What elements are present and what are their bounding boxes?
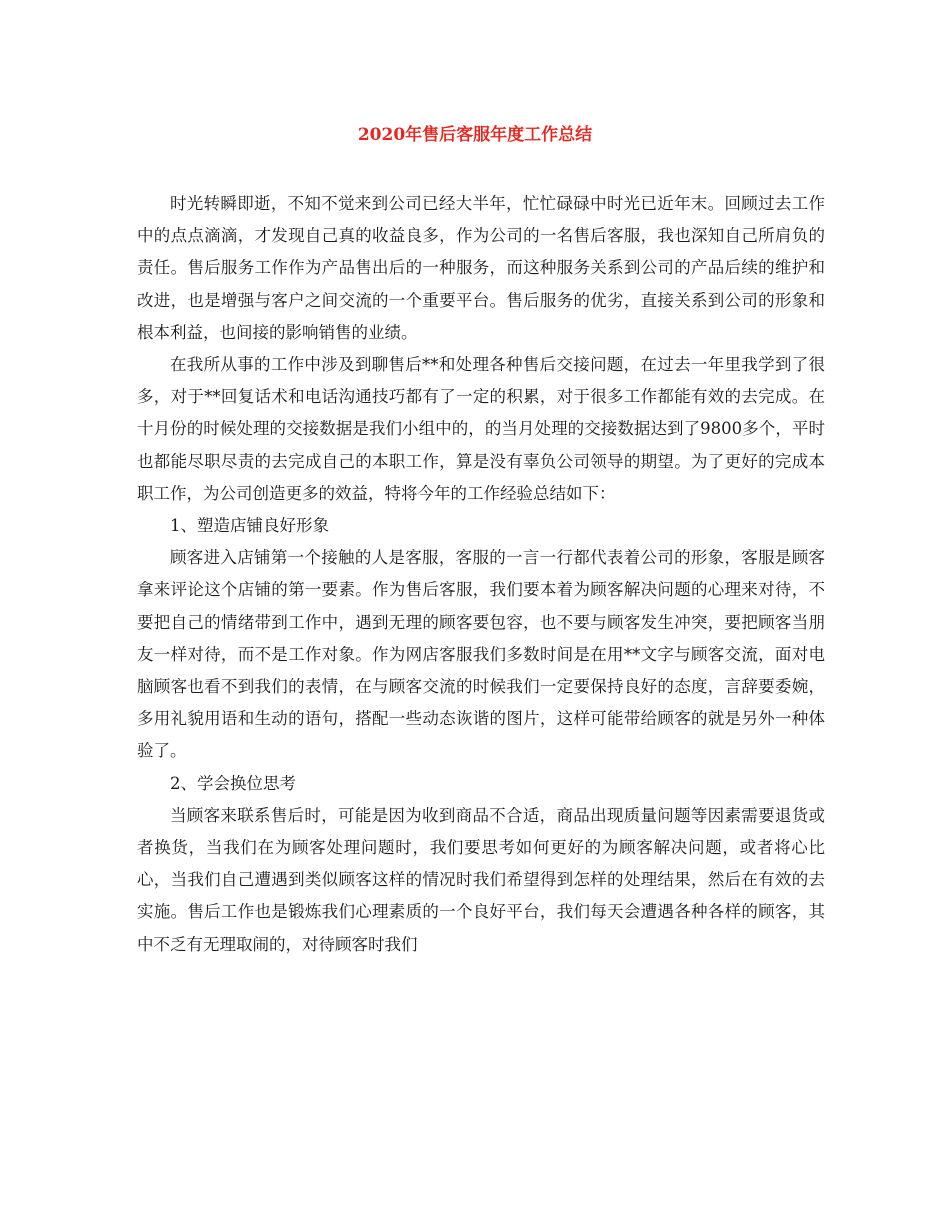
- paragraph-section-2: 当顾客来联系售后时，可能是因为收到商品不合适，商品出现质量问题等因素需要退货或者换货，当我们在为顾客处理问题时，我们要思考如何更好的为顾客解决问题，或者将心比心，当我们自己遭遇到类似顾客这样的情况时我们希望得到怎样的处理结果，然后在有效的去实施。售后工作也是锻炼我们心理素质的一个良好平台，我们每天会遭遇各种各样的顾客，其中不乏有无理取闹的，对待顾客时我们: [137, 805, 825, 954]
- paragraph-intro: 时光转瞬即逝，不知不觉来到公司已经大半年，忙忙碌碌中时光已近年末。回顾过去工作中的点点滴滴，才发现自己真的收益良多，作为公司的一名售后客服，我也深知自己所肩负的责任。售后服务工作作为产品售出后的一种服务，而这种服务关系到公司的产品后续的维护和改进，也是增强与客户之间交流的一个重要平台。售后服务的优劣，直接关系到公司的形象和根本利益，也间接的影响销售的业绩。: [137, 194, 825, 342]
- document-body: [137, 188, 825, 961]
- section-heading-2: 2、学会换位思考: [170, 773, 296, 793]
- section-heading-1: 1、塑造店铺良好形象: [170, 516, 329, 536]
- paragraph-work-summary: 在我所从事的工作中涉及到聊售后**和处理各种售后交接问题，在过去一年里我学到了很多，对于**回复话术和电话沟通技巧都有了一定的积累，对于很多工作都能有效的去完成。在十月份的时候处理的交接数据是我们小组中的，的当月处理的交接数据达到了9800多个，平时也都能尽职尽责的去完成自己的本职工作，算是没有辜负公司领导的期望。为了更好的完成本职工作，为公司创造更多的效益，特将今年的工作经验总结如下：: [137, 355, 825, 503]
- paragraph-section-1: 顾客进入店铺第一个接触的人是客服，客服的一言一行都代表着公司的形象，客服是顾客拿来评论这个店铺的第一要素。作为售后客服，我们要本着为顾客解决问题的心理来对待，不要把自己的情绪带到工作中，遇到无理的顾客要包容，也不要与顾客发生冲突，要把顾客当朋友一样对待，而不是工作对象。作为网店客服我们多数时间是在用**文字与顾客交流，面对电脑顾客也看不到我们的表情，在与顾客交流的时候我们一定要保持良好的态度，言辞要委婉，多用礼貌用语和生动的语句，搭配一些动态诙谐的图片，这样可能带给顾客的就是另外一种体验了。: [137, 548, 825, 761]
- document-title: 2020年售后客服年度工作总结: [357, 125, 593, 145]
